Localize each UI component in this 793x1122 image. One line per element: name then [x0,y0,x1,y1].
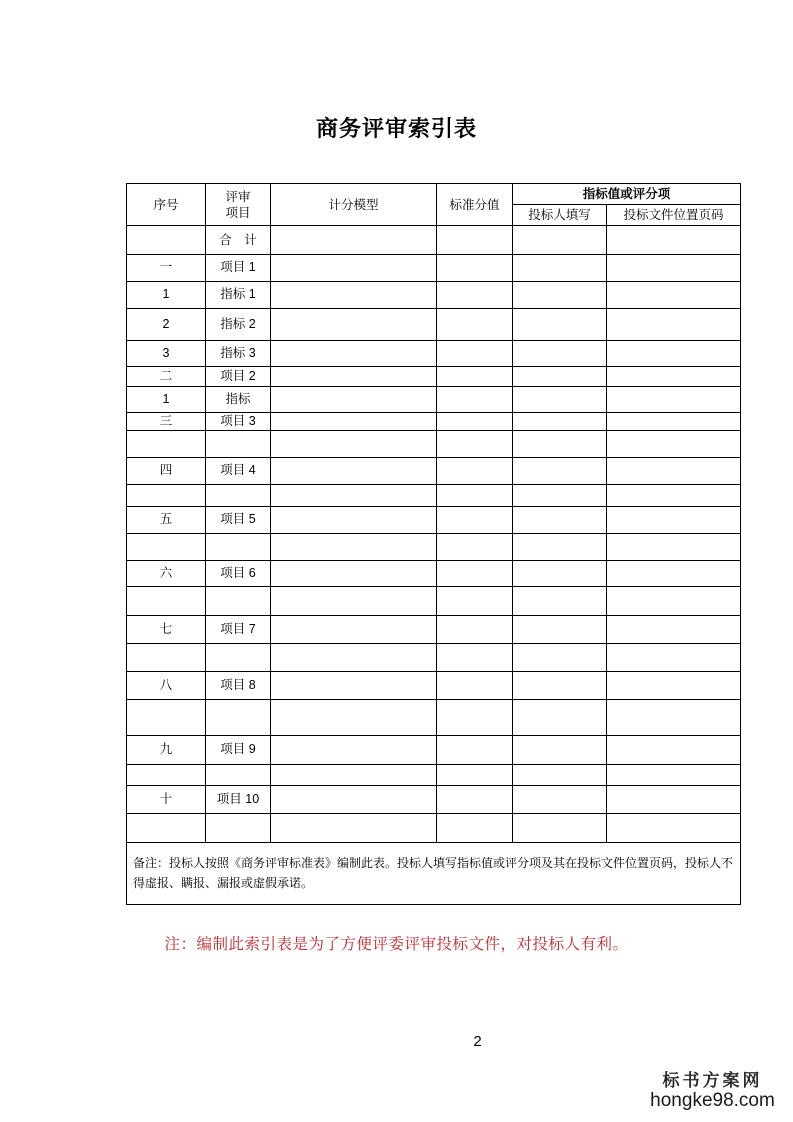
row-seq: 七 [127,616,206,644]
row-fill-cell [513,255,607,282]
table-row [127,736,741,765]
row-model-cell [271,587,437,616]
row-item: 项目 4 [206,458,271,485]
row-score-cell [437,367,513,387]
row-seq: 2 [127,309,206,341]
row-page-cell [607,534,741,561]
row-seq [127,431,206,458]
row-page-cell [607,507,741,534]
row-item: 项目 10 [206,786,271,814]
row-page-cell [607,814,741,843]
row-page-cell [607,765,741,786]
table-row [127,644,741,672]
row-seq [127,534,206,561]
page-number: 2 [473,1033,482,1050]
row-seq: 十 [127,786,206,814]
row-seq [127,587,206,616]
total-row [127,226,741,255]
row-score-cell [437,431,513,458]
row-item: 项目 5 [206,507,271,534]
row-model-cell [271,431,437,458]
row-score-cell [437,341,513,367]
row-item: 项目 7 [206,616,271,644]
header-item-line1: 评审 [225,188,251,204]
row-score-cell [437,387,513,413]
row-score-cell [437,786,513,814]
row-score-cell [437,736,513,765]
row-model-cell [271,387,437,413]
row-score-cell [437,765,513,786]
row-seq: 四 [127,458,206,485]
row-page-cell [607,485,741,507]
row-seq [127,485,206,507]
row-fill-cell [513,534,607,561]
row-fill-cell [513,736,607,765]
row-item: 项目 8 [206,672,271,700]
row-model-cell [271,786,437,814]
row-page-cell [607,786,741,814]
row-page-cell [607,616,741,644]
header-item [206,184,271,226]
row-item [206,587,271,616]
table-row [127,814,741,843]
row-model-cell [271,534,437,561]
row-fill-cell [513,561,607,587]
row-model-cell [271,644,437,672]
table-row [127,534,741,561]
row-page-cell [607,700,741,736]
row-fill-cell [513,672,607,700]
row-model-cell [271,616,437,644]
row-seq [127,765,206,786]
row-item [206,431,271,458]
row-score-cell [437,534,513,561]
table-row [127,367,741,387]
header-item-line2: 项目 [225,204,251,220]
row-seq [127,644,206,672]
row-item: 项目 3 [206,413,271,431]
row-item: 项目 2 [206,367,271,387]
row-score-cell [437,587,513,616]
table-row [127,485,741,507]
header-model: 计分模型 [271,184,437,226]
watermark-url: hongke98.com [650,1090,775,1111]
row-model-cell [271,367,437,387]
row-item [206,814,271,843]
header-row-1 [127,184,741,205]
row-score-cell [437,413,513,431]
row-score-cell [437,282,513,309]
index-table-body [127,184,741,905]
row-item [206,700,271,736]
total-seq-cell [127,226,206,255]
row-seq: 五 [127,507,206,534]
table-row [127,341,741,367]
row-fill-cell [513,786,607,814]
row-model-cell [271,255,437,282]
note-text: 备注：投标人按照《商务评审标准表》编制此表。投标人填写指标值或评分项及其在投标文件位置页码，投标人不得虚报、瞒报、漏报或虚假承诺。 [127,843,741,905]
row-item: 项目 6 [206,561,271,587]
row-score-cell [437,458,513,485]
row-fill-cell [513,341,607,367]
table-row [127,786,741,814]
table-row [127,413,741,431]
table-row [127,255,741,282]
row-fill-cell [513,387,607,413]
row-model-cell [271,507,437,534]
header-group: 指标值或评分项 [513,184,741,205]
row-page-cell [607,672,741,700]
row-model-cell [271,700,437,736]
table-row [127,282,741,309]
table-row [127,616,741,644]
page-title: 商务评审索引表 [315,117,477,142]
header-seq: 序号 [127,184,206,226]
row-fill-cell [513,309,607,341]
row-model-cell [271,765,437,786]
note-row [127,843,741,905]
table-row [127,672,741,700]
row-item [206,485,271,507]
row-model-cell [271,561,437,587]
row-item: 指标 [206,387,271,413]
row-fill-cell [513,367,607,387]
table-row [127,587,741,616]
row-page-cell [607,431,741,458]
row-page-cell [607,255,741,282]
row-page-cell [607,644,741,672]
row-model-cell [271,458,437,485]
row-score-cell [437,644,513,672]
header-bidder-fill: 投标人填写 [513,205,607,226]
row-score-cell [437,672,513,700]
row-seq: 二 [127,367,206,387]
header-page-loc: 投标文件位置页码 [607,205,741,226]
table-row [127,458,741,485]
row-fill-cell [513,458,607,485]
row-fill-cell [513,814,607,843]
row-score-cell [437,255,513,282]
row-page-cell [607,736,741,765]
table-row [127,700,741,736]
row-page-cell [607,561,741,587]
row-seq: 1 [127,387,206,413]
row-fill-cell [513,507,607,534]
row-fill-cell [513,587,607,616]
row-item: 指标 3 [206,341,271,367]
row-score-cell [437,814,513,843]
row-score-cell [437,309,513,341]
row-score-cell [437,616,513,644]
index-table [126,183,741,905]
row-score-cell [437,700,513,736]
table-row [127,387,741,413]
row-seq: 一 [127,255,206,282]
total-model-cell [271,226,437,255]
red-note: 注：编制此索引表是为了方便评委评审投标文件，对投标人有利。 [164,935,629,953]
row-page-cell [607,387,741,413]
row-item: 项目 9 [206,736,271,765]
row-fill-cell [513,431,607,458]
row-score-cell [437,507,513,534]
row-fill-cell [513,485,607,507]
row-score-cell [437,561,513,587]
row-page-cell [607,341,741,367]
row-item [206,644,271,672]
row-model-cell [271,736,437,765]
row-seq: 三 [127,413,206,431]
row-score-cell [437,485,513,507]
row-page-cell [607,282,741,309]
table-row [127,507,741,534]
row-model-cell [271,282,437,309]
row-seq: 1 [127,282,206,309]
total-fill-cell [513,226,607,255]
table-row [127,309,741,341]
row-fill-cell [513,616,607,644]
row-page-cell [607,367,741,387]
row-seq: 八 [127,672,206,700]
row-page-cell [607,458,741,485]
row-model-cell [271,413,437,431]
header-std-score: 标准分值 [437,184,513,226]
total-label: 合 计 [206,226,271,255]
row-fill-cell [513,282,607,309]
row-model-cell [271,341,437,367]
total-page-cell [607,226,741,255]
row-seq: 九 [127,736,206,765]
row-fill-cell [513,700,607,736]
table-row [127,431,741,458]
row-model-cell [271,672,437,700]
row-page-cell [607,587,741,616]
row-item: 指标 2 [206,309,271,341]
table-row [127,765,741,786]
row-item [206,534,271,561]
row-seq [127,814,206,843]
row-page-cell [607,309,741,341]
row-seq: 3 [127,341,206,367]
row-item: 项目 1 [206,255,271,282]
row-fill-cell [513,644,607,672]
watermark-logo-text: 标书方案网 [662,1071,763,1091]
row-seq: 六 [127,561,206,587]
row-page-cell [607,413,741,431]
row-model-cell [271,814,437,843]
row-seq [127,700,206,736]
row-item: 指标 1 [206,282,271,309]
row-model-cell [271,309,437,341]
total-score-cell [437,226,513,255]
row-item [206,765,271,786]
row-fill-cell [513,765,607,786]
table-row [127,561,741,587]
row-fill-cell [513,413,607,431]
row-model-cell [271,485,437,507]
